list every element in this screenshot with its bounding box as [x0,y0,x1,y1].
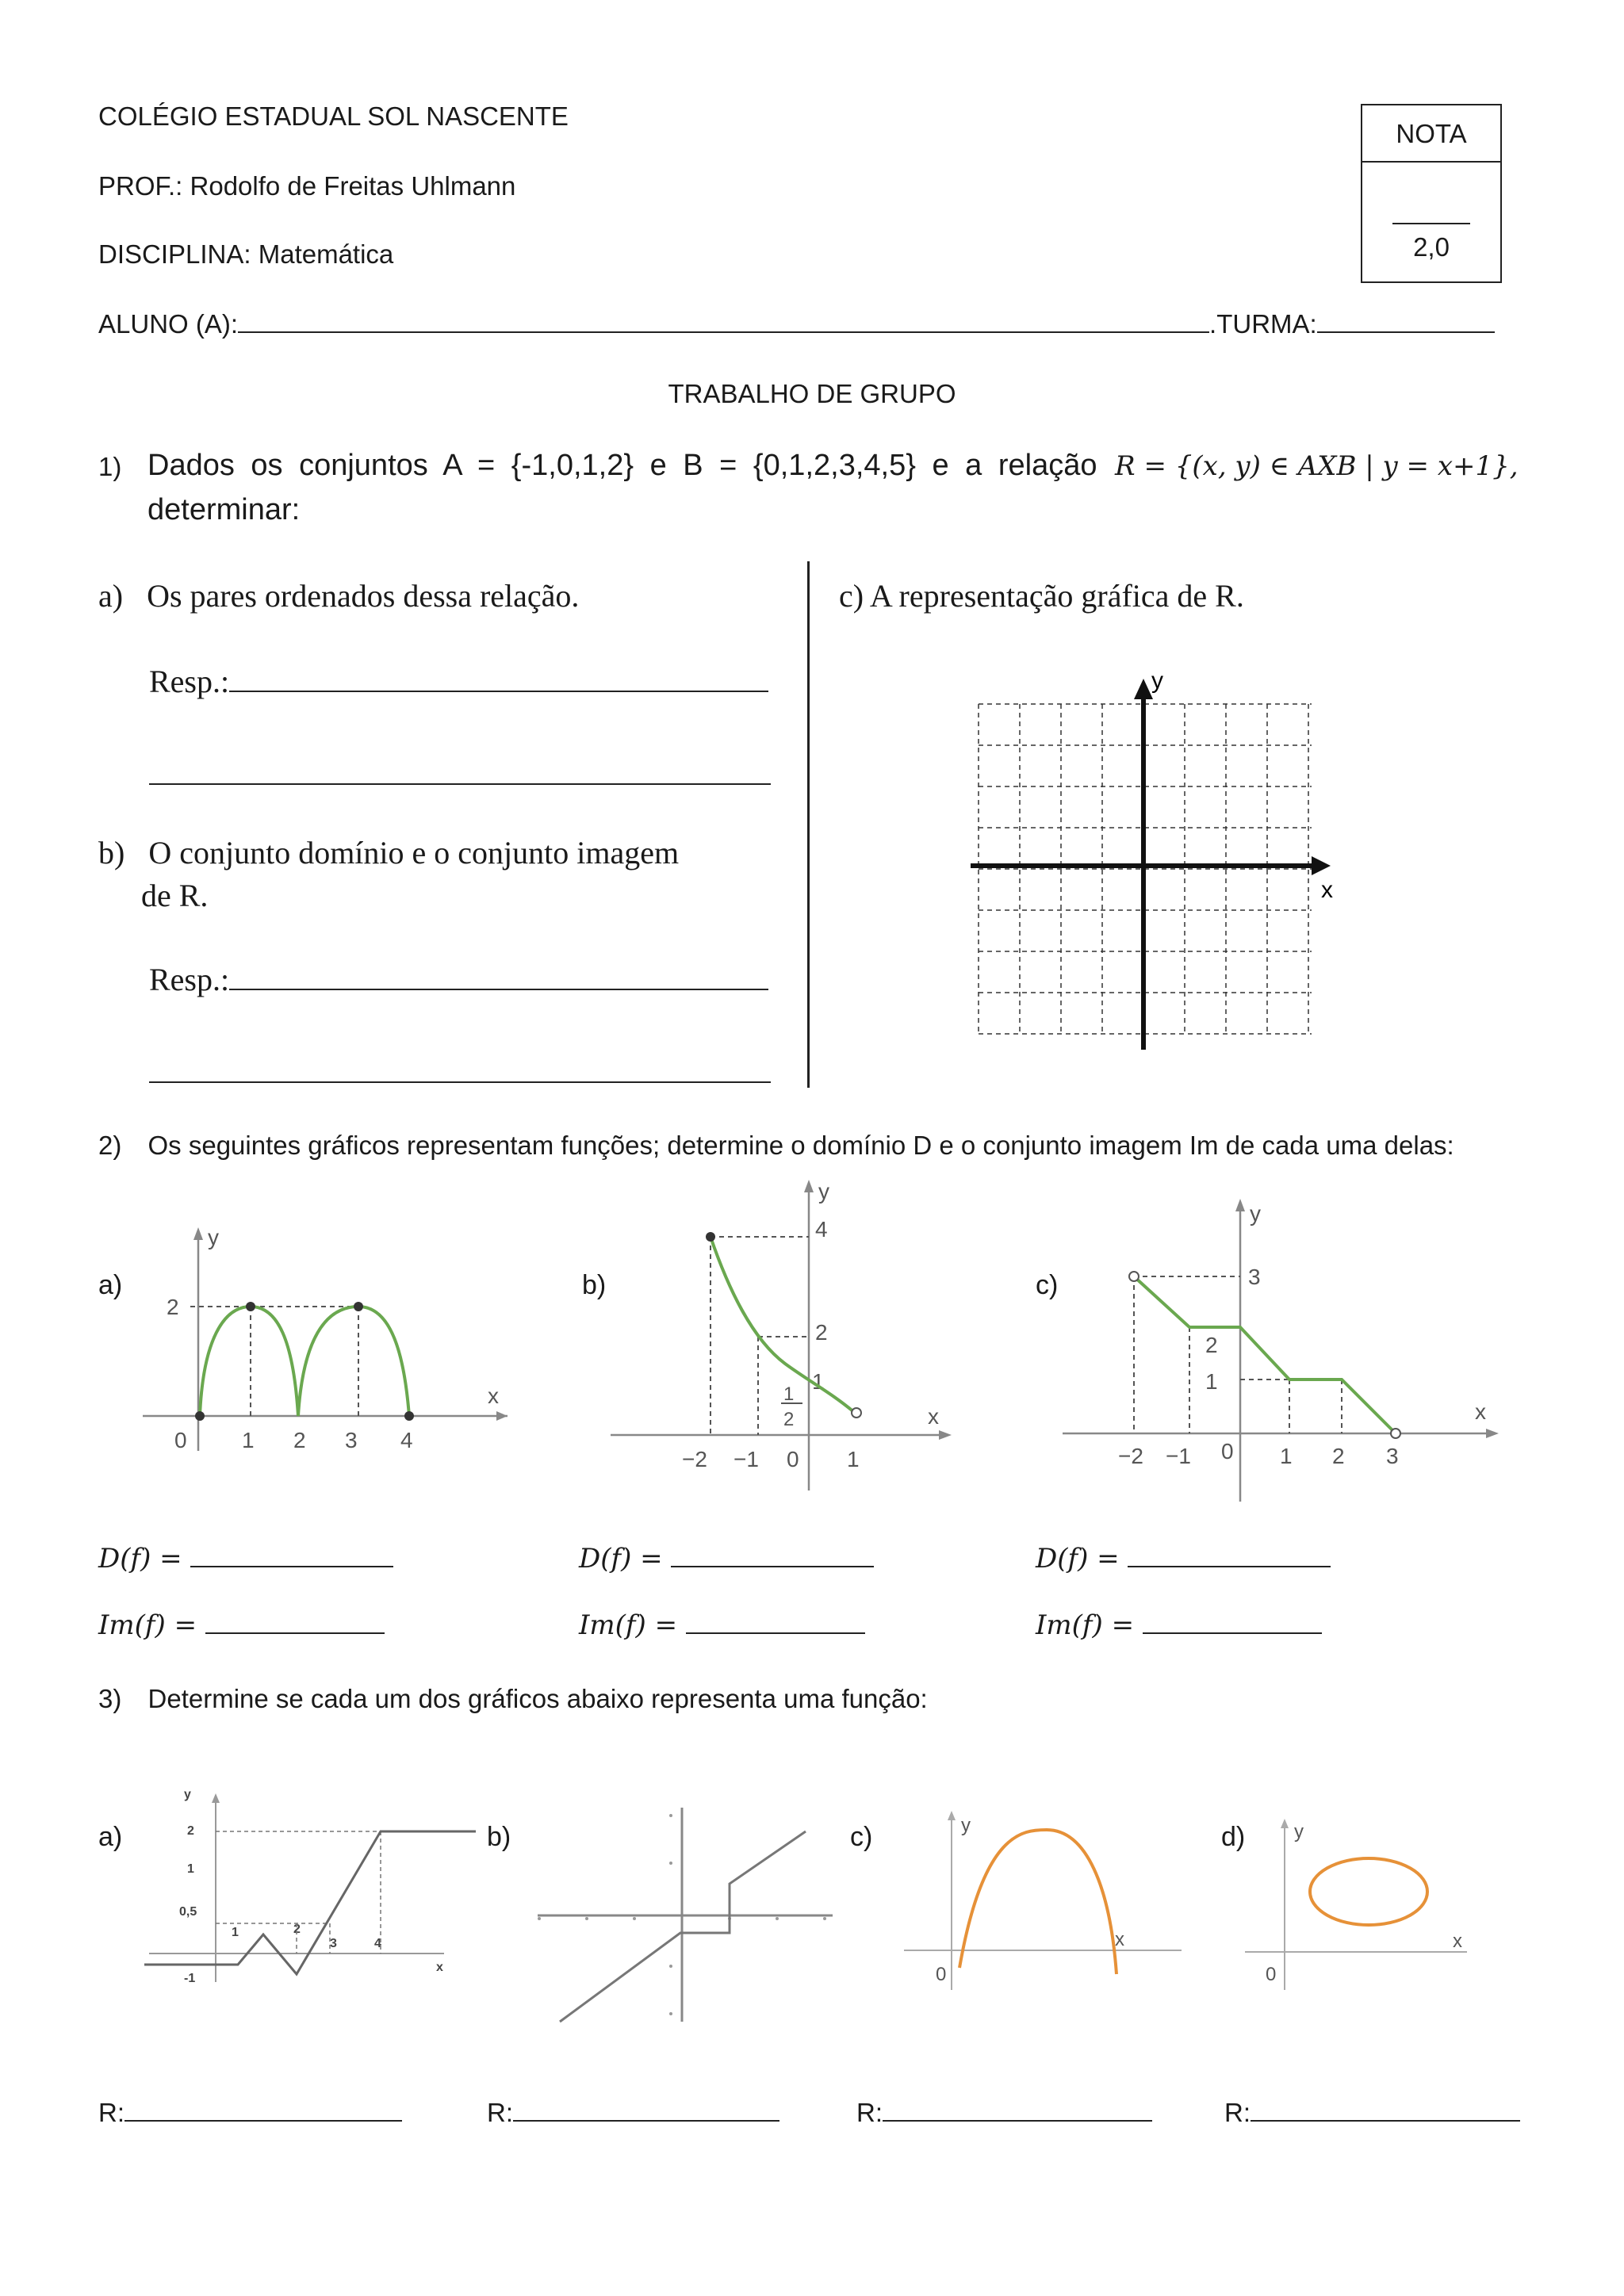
q3c-x-label: x [1115,1929,1124,1950]
q1-divider [807,561,810,1088]
q3a-y-tick-1: 1 [187,1862,194,1876]
student-name-blank[interactable] [238,331,1209,333]
q1-axis-x-label: x [1321,877,1333,903]
q2-text: Os seguintes gráficos representam funções; determine o domínio D e o conjunto imagem Im de cada uma delas: [147,1131,1454,1160]
q3b-answer-blank[interactable] [513,2120,779,2122]
q2a-image-label: Im(f) = [98,1609,197,1641]
q2c-y-label: y [1250,1201,1261,1226]
q2b-y-label: y [818,1179,829,1203]
q3a-x-tick-2: 2 [293,1923,301,1936]
q3-statement [98,1684,928,1714]
q1-text2: determinar: [147,493,301,526]
q3a-x-tick-1: 1 [232,1926,239,1939]
q2c-x-tick-0: 0 [1221,1439,1234,1464]
q2c-y-tick-1: 1 [1205,1369,1218,1394]
q3d-ellipse [1310,1858,1427,1925]
q2c-domain [1036,1543,1331,1575]
q2c-y-tick-2: 2 [1205,1333,1218,1357]
q2a-domain-blank[interactable] [190,1566,393,1567]
q2a-domain-label: D(f) = [98,1543,182,1575]
class-label: .TURMA: [1209,309,1317,339]
q3b-answer-label: R: [487,2098,513,2127]
q2b-y-tick-1: 1 [812,1369,825,1394]
q3d-origin: 0 [1266,1964,1277,1985]
q3a-y-tick-05: 0,5 [179,1905,197,1919]
q2b-x-tick-1: 1 [847,1447,860,1471]
q2c-curve [1134,1276,1396,1433]
q1a-text: Os pares ordenados dessa relação. [147,578,580,614]
q3a-answer-blank[interactable] [124,2120,402,2122]
q2c-y-tick-3: 3 [1248,1265,1261,1289]
q1c-text: c) A representação gráfica de R. [839,578,1244,614]
q2-statement [98,1131,1454,1161]
q1-text: Dados os conjuntos A = {-1,0,1,2} e B = {0,1,2,3,4,5} e a relação [147,449,1097,482]
class-blank[interactable] [1317,331,1495,333]
q2c-label: c) [1036,1270,1059,1300]
q2b-y-tick-2: 2 [815,1320,828,1345]
q3a-x-label: x [436,1961,443,1974]
grade-title: NOTA [1362,105,1500,163]
q2c-x-tick-1: 1 [1280,1444,1293,1468]
q1a-resp-label: Resp.: [149,664,230,699]
q3d-answer [1224,2098,1520,2128]
q2a-curve [200,1307,409,1416]
q3d-graph [1237,1816,1475,1998]
school-name: COLÉGIO ESTADUAL SOL NASCENTE [98,101,569,131]
q3d-answer-label: R: [1224,2098,1251,2127]
q3d-y-label: y [1294,1821,1304,1843]
professor: PROF.: Rodolfo de Freitas Uhlmann [98,171,516,201]
q2b-y-tick-half-num: 1 [783,1383,795,1405]
q2a-y-tick-2: 2 [167,1295,179,1319]
q3c-curve [959,1830,1116,1974]
q2b-x-tick-m1: −1 [733,1447,759,1471]
q2c-x-tick-3: 3 [1386,1444,1399,1468]
q2a-graph [135,1213,515,1467]
q3a-y-tick-m1: -1 [184,1972,196,1985]
q2b-y-tick-half-den: 2 [783,1409,795,1430]
x-axis-arrow [1312,856,1331,875]
q2c-image [1036,1609,1322,1641]
q3a-answer [98,2098,402,2128]
q1a-resp [149,663,768,700]
q2a-label: a) [98,1270,123,1300]
q2b-x-tick-m2: −2 [682,1447,707,1471]
q1b-answer-blank2[interactable] [149,1081,771,1083]
q3d-answer-blank[interactable] [1251,2120,1520,2122]
q1a [98,577,579,614]
q1-axis-y-label: y [1151,668,1163,694]
q3c-origin: 0 [936,1964,947,1985]
discipline: DISCIPLINA: Matemática [98,239,394,269]
q3c-answer-label: R: [856,2098,883,2127]
grade-blank[interactable] [1392,223,1470,224]
q3a-answer-label: R: [98,2098,124,2127]
q2a-x-tick-2: 2 [293,1428,306,1452]
q2c-domain-blank[interactable] [1128,1566,1331,1567]
q1b [98,834,679,871]
q1a-answer-blank[interactable] [229,691,768,692]
q2b-x-label: x [928,1404,939,1429]
q3-number: 3) [98,1684,122,1713]
q1a-label: a) [98,578,124,614]
q1-number: 1) [98,452,122,481]
q3c-y-label: y [961,1815,971,1836]
q1-relation: R = {(x, y) ∈ AXB | y = x+1}, [1115,450,1519,482]
y-axis-arrow [1134,679,1153,699]
q3a-label: a) [98,1822,123,1852]
q3c-label: c) [850,1822,873,1852]
q2b-image-blank[interactable] [686,1632,865,1634]
q3d-label: d) [1221,1822,1246,1852]
q2a-image [98,1609,385,1641]
q2b-domain [579,1543,874,1575]
q1-statement [147,449,1527,483]
q2a-domain [98,1543,393,1575]
q3-text: Determine se cada um dos gráficos abaixo representa uma função: [147,1684,928,1713]
q2a-x-label: x [488,1383,499,1408]
q3b-label: b) [487,1822,511,1852]
q2b-image-label: Im(f) = [579,1609,678,1641]
q2c-x-tick-m2: −2 [1118,1444,1143,1468]
q3a-x-tick-4: 4 [374,1937,381,1950]
q2c-domain-label: D(f) = [1036,1543,1120,1575]
q2b-curve [710,1237,855,1413]
q3a-x-tick-3: 3 [330,1937,337,1950]
q3d-x-label: x [1453,1931,1462,1952]
q2c-x-tick-m1: −1 [1166,1444,1191,1468]
q2a-x-tick-0: 0 [174,1428,187,1452]
q2a-x-tick-4: 4 [400,1428,413,1452]
grade-max: 2,0 [1413,232,1450,262]
q2a-y-label: y [208,1225,219,1249]
student-label: ALUNO (A): [98,309,239,339]
q1b-answer-blank[interactable] [229,989,768,990]
q2a-image-blank[interactable] [205,1632,385,1634]
q2b-label: b) [582,1270,607,1300]
q2c-x-label: x [1475,1399,1486,1424]
q2c-x-tick-2: 2 [1332,1444,1345,1468]
q3c-answer-blank[interactable] [883,2120,1152,2122]
q2a-x-tick-3: 3 [345,1428,358,1452]
page-title: TRABALHO DE GRUPO [668,379,956,408]
q2-number: 2) [98,1131,122,1160]
q3a-y-tick-2: 2 [187,1824,194,1838]
q1-grid[interactable] [959,666,1340,1054]
q3a-graph [143,1784,484,1990]
q3b-answer [487,2098,779,2128]
grade-box [1361,104,1502,283]
q3c-answer [856,2098,1152,2128]
q1b-text: O conjunto domínio e o conjunto imagem [148,835,680,871]
q1b-text2: de R. [141,878,209,913]
q1b-label: b) [98,835,125,871]
q1b-resp [149,961,768,998]
q3a-y-label: y [184,1788,191,1801]
student-row [98,309,1502,339]
q2c-image-label: Im(f) = [1036,1609,1135,1641]
q3c-graph [896,1808,1197,1998]
q2b-domain-label: D(f) = [579,1543,663,1575]
q2a-x-tick-1: 1 [242,1428,255,1452]
q1a-answer-blank2[interactable] [149,783,771,785]
q2b-y-tick-4: 4 [815,1217,828,1242]
q2b-image [579,1609,865,1641]
q3b-graph [531,1800,841,2030]
q2c-image-blank[interactable] [1143,1632,1322,1634]
q2b-x-tick-0: 0 [787,1447,799,1471]
q1b-resp-label: Resp.: [149,962,230,997]
q2b-graph [603,1173,959,1506]
q2b-domain-blank[interactable] [671,1566,874,1567]
q2c-graph [1055,1189,1507,1506]
